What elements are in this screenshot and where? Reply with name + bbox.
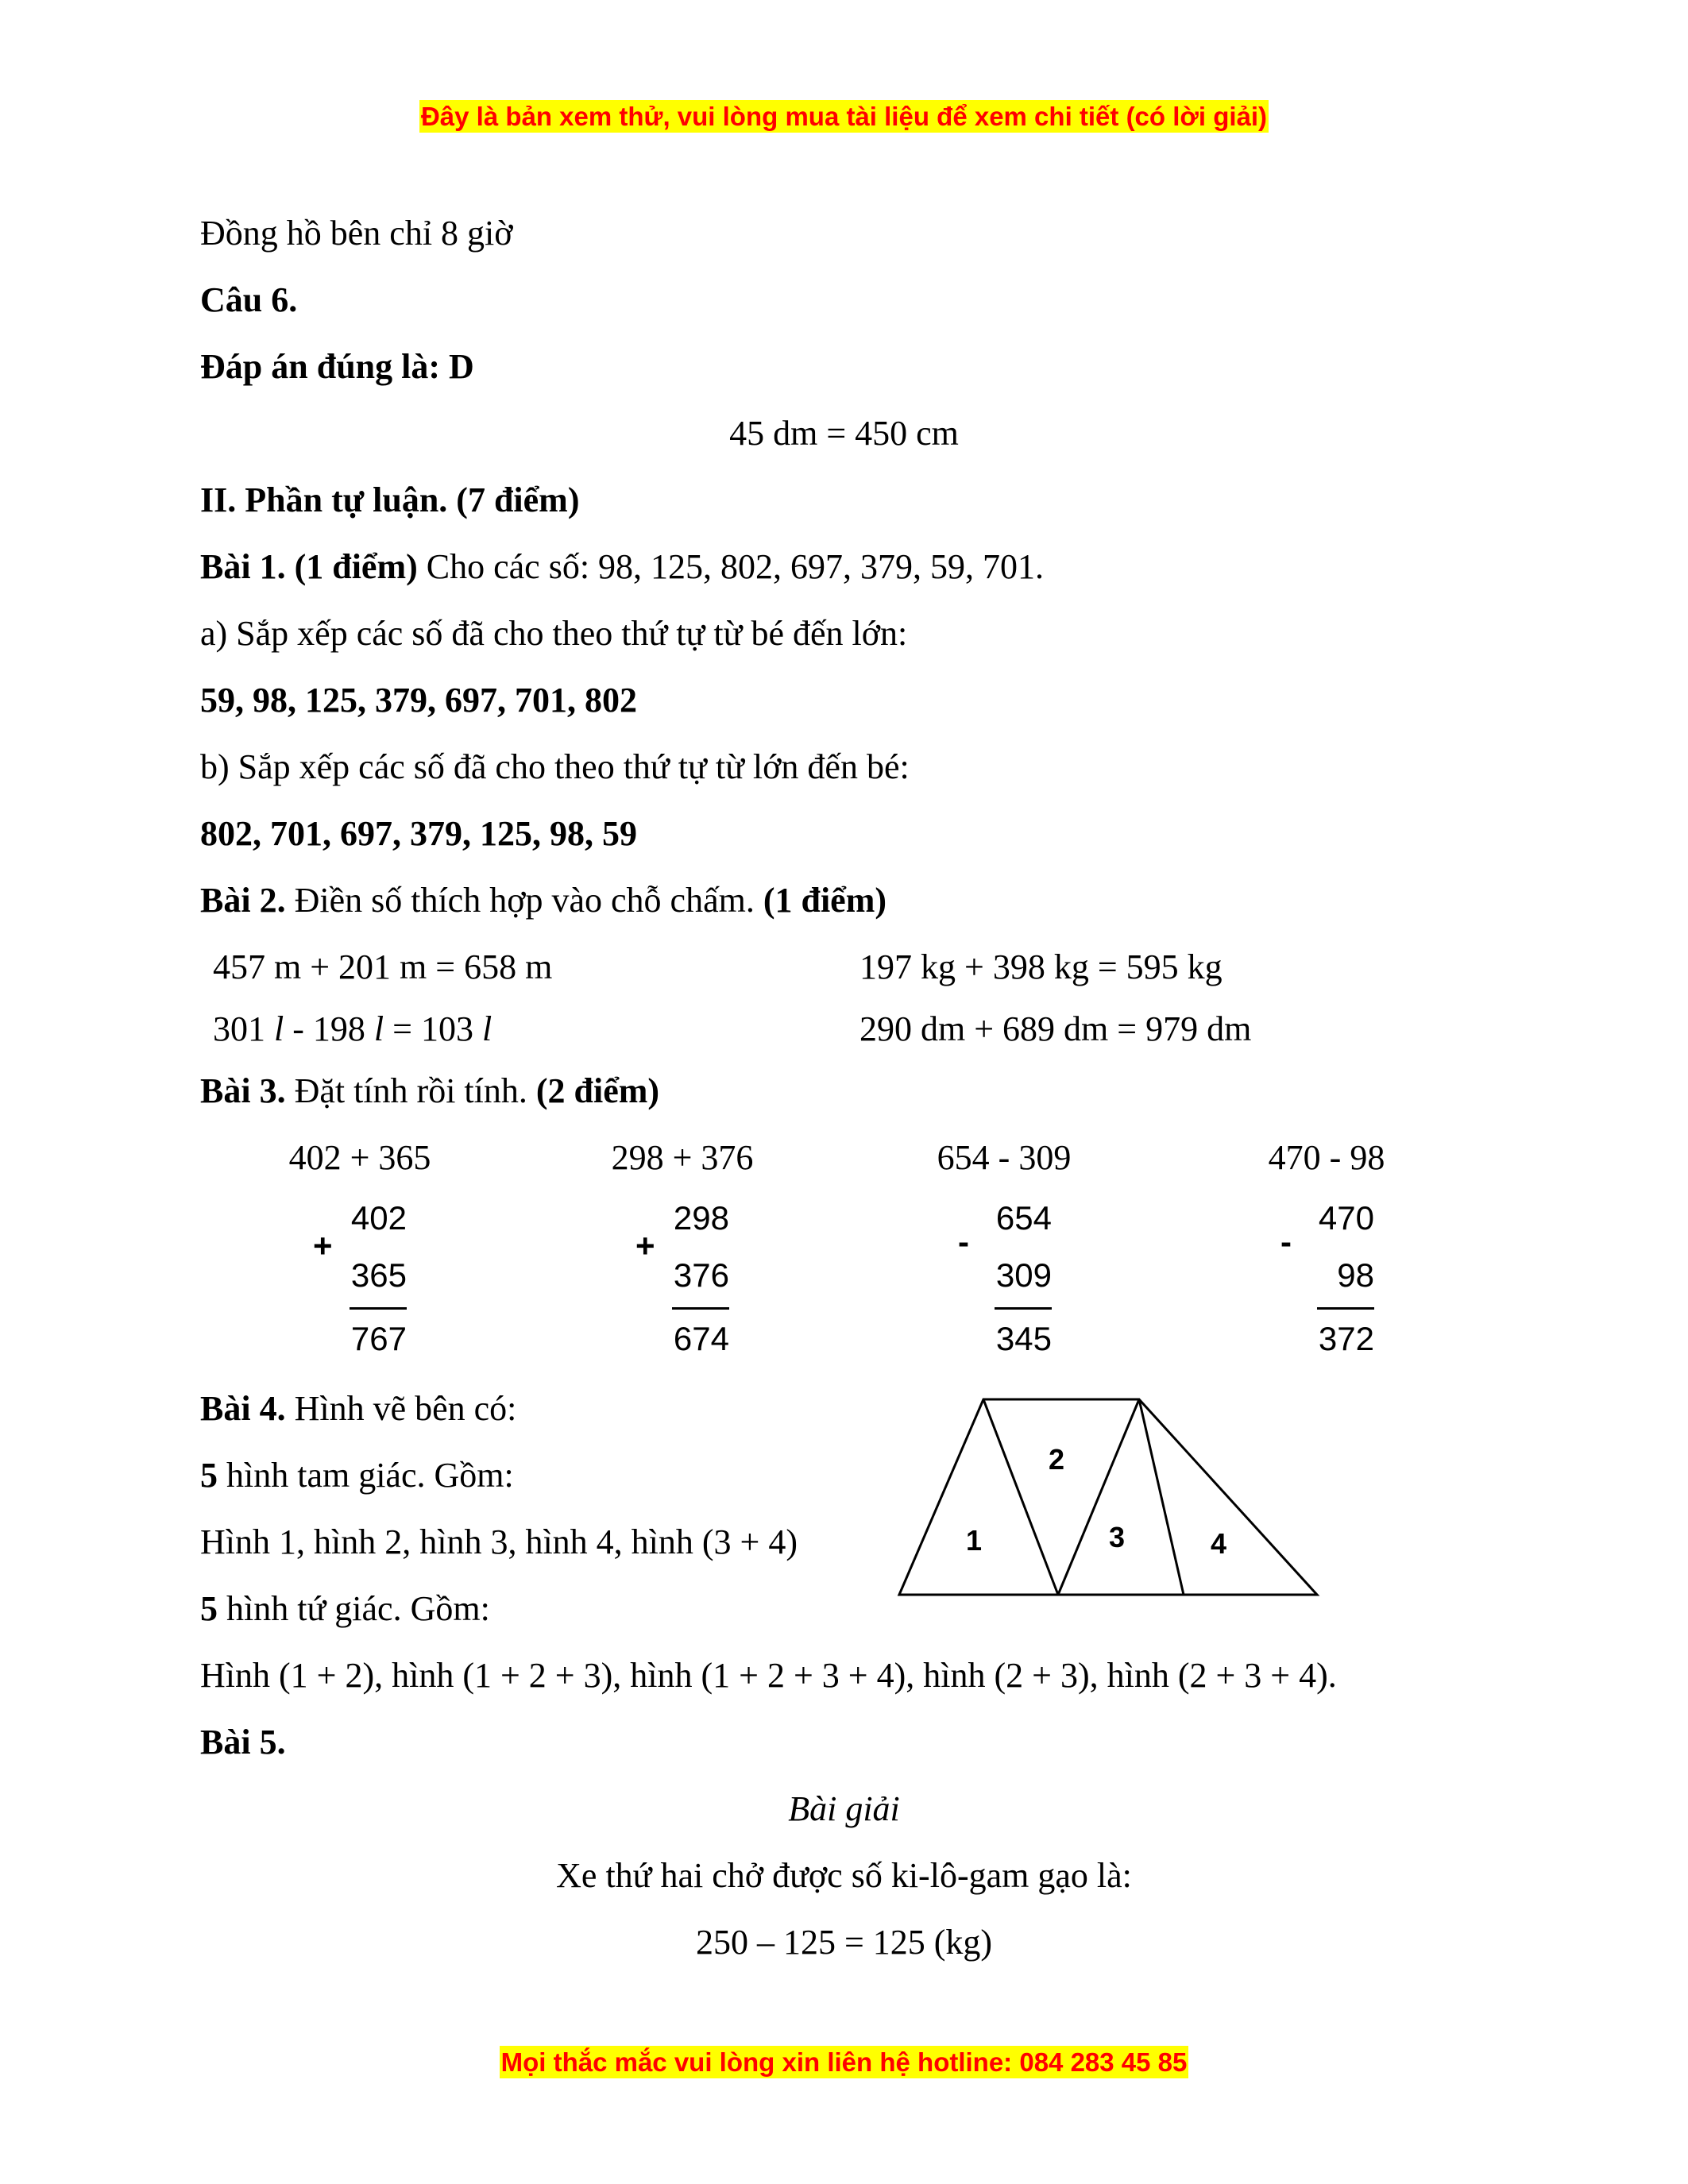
problem-label: 470 - 98 bbox=[1268, 1138, 1385, 1177]
quadrilateral-count-line: 5 hình tứ giác. Gồm: bbox=[200, 1589, 490, 1628]
trapezoid-figure bbox=[890, 1391, 1335, 1606]
exercise-2-prompt: Bài 2. Điền số thích hợp vào chỗ chấm. (1 điểm) bbox=[200, 881, 887, 920]
operand-b: 309 bbox=[995, 1256, 1052, 1294]
operand-a: 298 bbox=[673, 1199, 729, 1237]
exercise-5-heading: Bài 5. bbox=[200, 1723, 286, 1761]
solution-heading: Bài giải bbox=[788, 1789, 900, 1828]
result: 674 bbox=[673, 1320, 729, 1357]
solution-calculation: 250 – 125 = 125 (kg) bbox=[695, 1923, 993, 1962]
exercise-1-prompt: Bài 1. (1 điểm) Cho các số: 98, 125, 802, 697, 379, 59, 701. bbox=[200, 547, 1045, 586]
problem-label: 654 - 309 bbox=[937, 1138, 1072, 1177]
solution-statement: Xe thứ hai chở được số ki-lô-gam gạo là: bbox=[556, 1856, 1132, 1895]
difference-line bbox=[1317, 1307, 1374, 1310]
region-label-3: 3 bbox=[1108, 1521, 1126, 1553]
exercise-2-item-2: 197 kg + 398 kg = 595 kg bbox=[859, 947, 1223, 986]
exercise-1a-answer: 59, 98, 125, 379, 697, 701, 802 bbox=[200, 681, 637, 720]
operand-a: 470 bbox=[1318, 1199, 1374, 1237]
divider-line bbox=[1058, 1399, 1139, 1595]
trapezoid-outline bbox=[899, 1399, 1317, 1595]
question-6-heading: Câu 6. bbox=[200, 280, 298, 319]
region-label-2: 2 bbox=[1048, 1443, 1065, 1476]
result: 345 bbox=[995, 1320, 1052, 1357]
operand-a: 654 bbox=[995, 1199, 1052, 1237]
operator: - bbox=[958, 1223, 969, 1260]
difference-line bbox=[995, 1307, 1052, 1310]
operand-b: 376 bbox=[673, 1256, 729, 1294]
result: 767 bbox=[350, 1320, 407, 1357]
exercise-4-prompt: Bài 4. Hình vẽ bên có: bbox=[200, 1389, 517, 1428]
region-label-4: 4 bbox=[1210, 1527, 1227, 1560]
region-label-1: 1 bbox=[965, 1524, 983, 1557]
operator: + bbox=[313, 1227, 333, 1264]
correct-answer-line: Đáp án đúng là: D bbox=[200, 347, 474, 386]
exercise-2-item-4: 290 dm + 689 dm = 979 dm bbox=[859, 1009, 1252, 1048]
unit-conversion: 45 dm = 450 cm bbox=[729, 414, 959, 453]
divider-line bbox=[1139, 1399, 1184, 1595]
clock-answer-line: Đồng hồ bên chỉ 8 giờ bbox=[200, 214, 513, 253]
part-2-heading: II. Phần tự luận. (7 điểm) bbox=[200, 480, 580, 519]
exercise-2-item-3: 301 l - 198 l = 103 l bbox=[213, 1009, 492, 1048]
exercise-1b-prompt: b) Sắp xếp các số đã cho theo thứ tự từ lớn đến bé: bbox=[200, 747, 910, 786]
operand-a: 402 bbox=[350, 1199, 407, 1237]
operand-b: 98 bbox=[1337, 1256, 1374, 1294]
triangle-list: Hình 1, hình 2, hình 3, hình 4, hình (3 + 4) bbox=[200, 1522, 798, 1561]
exercise-1b-answer: 802, 701, 697, 379, 125, 98, 59 bbox=[200, 814, 637, 853]
hotline-notice-text: Mọi thắc mắc vui lòng xin liên hệ hotline: 084 283 45 85 bbox=[500, 2047, 1188, 2077]
hotline-notice-banner bbox=[0, 2047, 1688, 2078]
preview-notice-banner bbox=[0, 102, 1688, 132]
preview-notice-text: Đây là bản xem thử, vui lòng mua tài liệu để xem chi tiết (có lời giải) bbox=[420, 102, 1268, 131]
exercise-3-prompt: Bài 3. Đặt tính rồi tính. (2 điểm) bbox=[200, 1071, 660, 1110]
exercise-2-item-1: 457 m + 201 m = 658 m bbox=[213, 947, 553, 986]
sum-line bbox=[672, 1307, 729, 1310]
exercise-1a-prompt: a) Sắp xếp các số đã cho theo thứ tự từ bé đến lớn: bbox=[200, 614, 908, 653]
divider-line bbox=[983, 1399, 1058, 1595]
sum-line bbox=[350, 1307, 407, 1310]
triangle-count-line: 5 hình tam giác. Gồm: bbox=[200, 1456, 514, 1495]
result: 372 bbox=[1318, 1320, 1374, 1357]
operator: + bbox=[635, 1227, 655, 1264]
problem-label: 402 + 365 bbox=[288, 1138, 431, 1177]
operator: - bbox=[1280, 1223, 1292, 1260]
operand-b: 365 bbox=[350, 1256, 407, 1294]
quadrilateral-list: Hình (1 + 2), hình (1 + 2 + 3), hình (1 + 2 + 3 + 4), hình (2 + 3), hình (2 + 3 + 4). bbox=[200, 1656, 1337, 1695]
problem-label: 298 + 376 bbox=[611, 1138, 754, 1177]
